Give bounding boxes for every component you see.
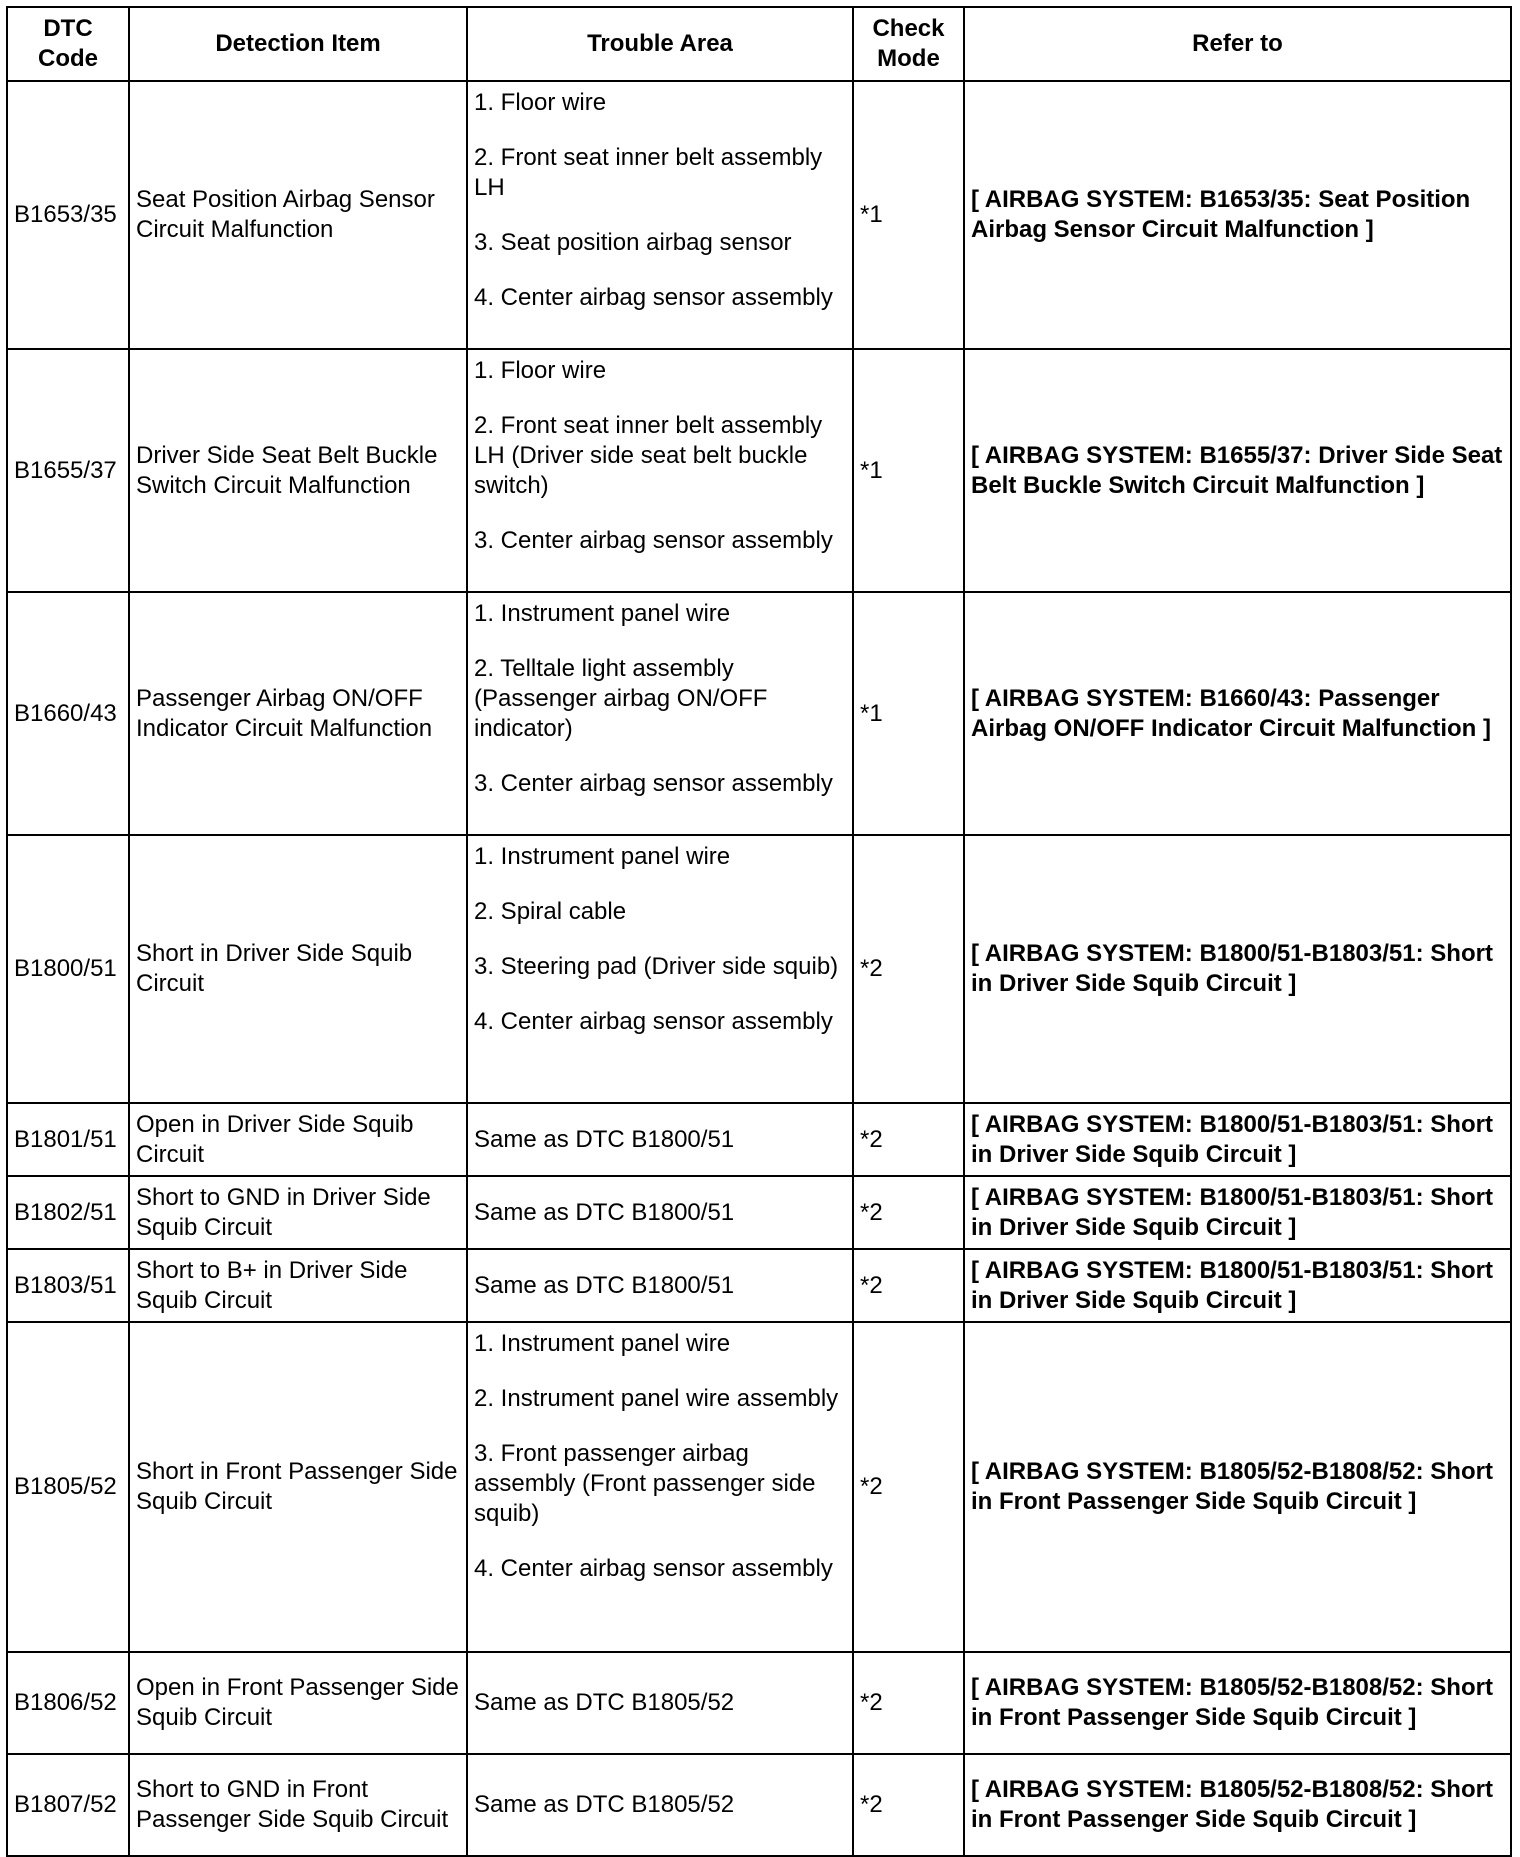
check-mode-cell: *1 xyxy=(853,81,964,349)
dtc-code-cell: B1807/52 xyxy=(7,1754,129,1856)
table-row xyxy=(7,81,1511,349)
trouble-area-item: 2. Spiral cable xyxy=(474,898,627,925)
trouble-area-list xyxy=(474,1125,846,1155)
trouble-area-cell xyxy=(467,1249,853,1322)
header-trouble-area: Trouble Area xyxy=(467,7,853,81)
check-mode-cell: *2 xyxy=(853,1103,964,1176)
table-row xyxy=(7,1103,1511,1176)
trouble-area-cell xyxy=(467,592,853,835)
trouble-area-item: Same as DTC B1800/51 xyxy=(474,1125,735,1153)
dtc-code-cell: B1660/43 xyxy=(7,592,129,835)
detection-item-cell: Short to B+ in Driver Side Squib Circuit xyxy=(129,1249,467,1322)
trouble-area-item: Same as DTC B1805/52 xyxy=(474,1791,735,1818)
trouble-area-cell xyxy=(467,835,853,1103)
table-row xyxy=(7,1176,1511,1249)
check-mode-cell: *2 xyxy=(853,1322,964,1652)
trouble-area-list xyxy=(474,354,846,556)
detection-item-cell: Seat Position Airbag Sensor Circuit Malfunction xyxy=(129,81,467,349)
trouble-area-cell xyxy=(467,1652,853,1754)
trouble-area-item: 2. Front seat inner belt assembly LH (Driver side seat belt buckle switch) xyxy=(474,412,823,499)
table-row xyxy=(7,835,1511,1103)
detection-item-cell: Short to GND in Front Passenger Side Squib Circuit xyxy=(129,1754,467,1856)
trouble-area-item: 2. Telltale light assembly (Passenger airbag ON/OFF indicator) xyxy=(474,655,768,742)
table-row xyxy=(7,1249,1511,1322)
detection-item-cell: Short to GND in Driver Side Squib Circuit xyxy=(129,1176,467,1249)
refer-to-cell: [ AIRBAG SYSTEM: B1800/51-B1803/51: Short in Driver Side Squib Circuit ] xyxy=(964,835,1511,1103)
refer-to-cell: [ AIRBAG SYSTEM: B1800/51-B1803/51: Short in Driver Side Squib Circuit ] xyxy=(964,1103,1511,1176)
header-row xyxy=(7,7,1511,81)
header-refer-to: Refer to xyxy=(964,7,1511,81)
refer-to-cell: [ AIRBAG SYSTEM: B1800/51-B1803/51: Short in Driver Side Squib Circuit ] xyxy=(964,1176,1511,1249)
trouble-area-list xyxy=(474,840,846,1037)
trouble-area-item: 2. Front seat inner belt assembly LH xyxy=(474,144,823,201)
trouble-area-cell xyxy=(467,1754,853,1856)
check-mode-cell: *1 xyxy=(853,592,964,835)
header-detection-item: Detection Item xyxy=(129,7,467,81)
trouble-area-list xyxy=(474,597,846,799)
check-mode-cell: *2 xyxy=(853,1249,964,1322)
dtc-code-cell: B1801/51 xyxy=(7,1103,129,1176)
trouble-area-item: Same as DTC B1805/52 xyxy=(474,1689,735,1716)
trouble-area-item: 1. Instrument panel wire xyxy=(474,843,731,870)
trouble-area-item: 3. Center airbag sensor assembly xyxy=(474,527,833,554)
trouble-area-list xyxy=(474,1327,846,1584)
trouble-area-list xyxy=(474,1198,846,1228)
trouble-area-cell xyxy=(467,81,853,349)
check-mode-cell: *2 xyxy=(853,835,964,1103)
detection-item-cell: Open in Front Passenger Side Squib Circuit xyxy=(129,1652,467,1754)
detection-item-cell: Driver Side Seat Belt Buckle Switch Circuit Malfunction xyxy=(129,349,467,592)
refer-to-cell: [ AIRBAG SYSTEM: B1655/37: Driver Side Seat Belt Buckle Switch Circuit Malfunction ] xyxy=(964,349,1511,592)
trouble-area-item: 3. Center airbag sensor assembly xyxy=(474,770,833,797)
trouble-area-cell xyxy=(467,349,853,592)
trouble-area-item: 4. Center airbag sensor assembly xyxy=(474,284,833,311)
trouble-area-item: 1. Instrument panel wire xyxy=(474,1330,731,1357)
check-mode-cell: *2 xyxy=(853,1652,964,1754)
trouble-area-list xyxy=(474,86,846,313)
trouble-area-list xyxy=(474,1688,846,1718)
refer-to-cell: [ AIRBAG SYSTEM: B1805/52-B1808/52: Short in Front Passenger Side Squib Circuit ] xyxy=(964,1754,1511,1856)
check-mode-cell: *1 xyxy=(853,349,964,592)
table-row xyxy=(7,1322,1511,1652)
trouble-area-item: 3. Seat position airbag sensor xyxy=(474,229,792,256)
trouble-area-cell xyxy=(467,1103,853,1176)
detection-item-cell: Passenger Airbag ON/OFF Indicator Circuit Malfunction xyxy=(129,592,467,835)
refer-to-cell: [ AIRBAG SYSTEM: B1653/35: Seat Position Airbag Sensor Circuit Malfunction ] xyxy=(964,81,1511,349)
dtc-table xyxy=(6,6,1512,1857)
header-check-mode: Check Mode xyxy=(853,7,964,81)
trouble-area-item: 3. Front passenger airbag assembly (Front passenger side squib) xyxy=(474,1440,816,1527)
header-dtc-code: DTC Code xyxy=(7,7,129,81)
refer-to-cell: [ AIRBAG SYSTEM: B1805/52-B1808/52: Short in Front Passenger Side Squib Circuit ] xyxy=(964,1652,1511,1754)
dtc-code-cell: B1806/52 xyxy=(7,1652,129,1754)
table-body xyxy=(7,81,1511,1856)
trouble-area-list xyxy=(474,1790,846,1820)
trouble-area-item: 4. Center airbag sensor assembly xyxy=(474,1008,833,1035)
trouble-area-item: 1. Floor wire xyxy=(474,89,607,116)
trouble-area-item: 1. Floor wire xyxy=(474,357,607,384)
trouble-area-list xyxy=(474,1271,846,1301)
refer-to-cell: [ AIRBAG SYSTEM: B1660/43: Passenger Airbag ON/OFF Indicator Circuit Malfunction ] xyxy=(964,592,1511,835)
trouble-area-item: 3. Steering pad (Driver side squib) xyxy=(474,953,839,980)
trouble-area-item: Same as DTC B1800/51 xyxy=(474,1198,735,1226)
trouble-area-cell xyxy=(467,1176,853,1249)
dtc-code-cell: B1803/51 xyxy=(7,1249,129,1322)
trouble-area-item: 4. Center airbag sensor assembly xyxy=(474,1555,833,1582)
dtc-code-cell: B1805/52 xyxy=(7,1322,129,1652)
refer-to-cell: [ AIRBAG SYSTEM: B1800/51-B1803/51: Short in Driver Side Squib Circuit ] xyxy=(964,1249,1511,1322)
table-row xyxy=(7,1652,1511,1754)
detection-item-cell: Open in Driver Side Squib Circuit xyxy=(129,1103,467,1176)
dtc-code-cell: B1800/51 xyxy=(7,835,129,1103)
check-mode-cell: *2 xyxy=(853,1754,964,1856)
detection-item-cell: Short in Front Passenger Side Squib Circuit xyxy=(129,1322,467,1652)
table-row xyxy=(7,349,1511,592)
table-row xyxy=(7,592,1511,835)
trouble-area-item: 2. Instrument panel wire assembly xyxy=(474,1385,839,1412)
detection-item-cell: Short in Driver Side Squib Circuit xyxy=(129,835,467,1103)
check-mode-cell: *2 xyxy=(853,1176,964,1249)
table-row xyxy=(7,1754,1511,1856)
trouble-area-item: Same as DTC B1800/51 xyxy=(474,1271,735,1299)
trouble-area-item: 1. Instrument panel wire xyxy=(474,600,731,627)
refer-to-cell: [ AIRBAG SYSTEM: B1805/52-B1808/52: Short in Front Passenger Side Squib Circuit ] xyxy=(964,1322,1511,1652)
trouble-area-cell xyxy=(467,1322,853,1652)
dtc-code-cell: B1802/51 xyxy=(7,1176,129,1249)
dtc-code-cell: B1653/35 xyxy=(7,81,129,349)
dtc-code-cell: B1655/37 xyxy=(7,349,129,592)
